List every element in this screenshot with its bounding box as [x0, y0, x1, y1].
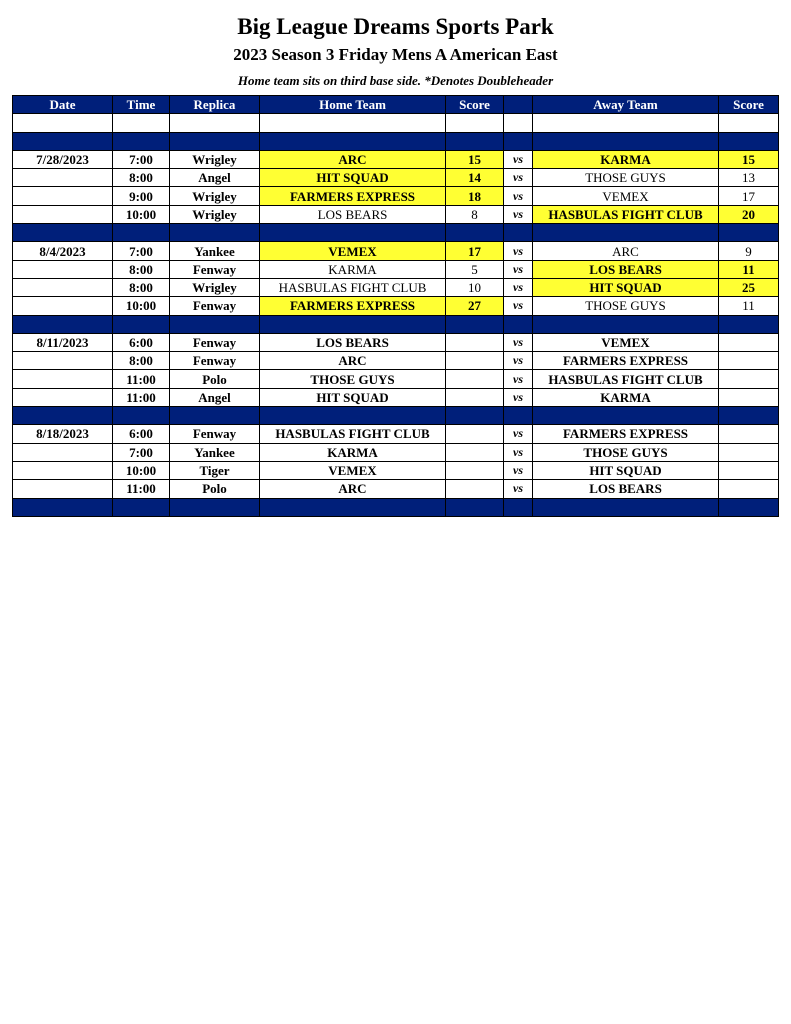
time-cell: 8:00	[113, 278, 170, 296]
away-team-cell: LOS BEARS	[533, 480, 719, 498]
empty-cell	[504, 498, 533, 516]
vs-cell: vs	[504, 278, 533, 296]
away-team-cell: HIT SQUAD	[533, 461, 719, 479]
away-score-cell	[719, 333, 779, 351]
date-cell	[13, 297, 113, 315]
empty-cell	[13, 224, 113, 242]
empty-cell	[260, 224, 446, 242]
away-team-cell: THOSE GUYS	[533, 443, 719, 461]
home-team-cell: FARMERS EXPRESS	[260, 297, 446, 315]
date-cell	[13, 187, 113, 205]
table-row	[13, 461, 779, 479]
replica-cell: Fenway	[170, 260, 260, 278]
vs-cell: vs	[504, 242, 533, 260]
column-header-away-team: Away Team	[533, 96, 719, 114]
home-score-cell: 15	[446, 150, 504, 168]
time-cell: 11:00	[113, 388, 170, 406]
replica-cell: Fenway	[170, 333, 260, 351]
vs-cell: vs	[504, 443, 533, 461]
home-score-cell: 8	[446, 205, 504, 223]
vs-cell: vs	[504, 150, 533, 168]
empty-cell	[13, 407, 113, 425]
away-score-cell: 9	[719, 242, 779, 260]
empty-cell	[719, 498, 779, 516]
away-team-cell: VEMEX	[533, 333, 719, 351]
empty-cell	[719, 114, 779, 132]
table-row	[13, 370, 779, 388]
empty-cell	[533, 407, 719, 425]
date-cell	[13, 205, 113, 223]
home-team-cell: HIT SQUAD	[260, 388, 446, 406]
table-row	[13, 333, 779, 351]
away-score-cell	[719, 461, 779, 479]
home-team-cell: ARC	[260, 352, 446, 370]
time-cell: 11:00	[113, 370, 170, 388]
home-team-cell: HIT SQUAD	[260, 169, 446, 187]
table-row	[13, 480, 779, 498]
schedule-body	[13, 114, 779, 517]
table-row	[13, 297, 779, 315]
replica-cell: Wrigley	[170, 150, 260, 168]
empty-cell	[719, 407, 779, 425]
vs-cell: vs	[504, 169, 533, 187]
date-cell: 8/18/2023	[13, 425, 113, 443]
table-header-row	[13, 96, 779, 114]
empty-cell	[719, 315, 779, 333]
home-score-cell	[446, 370, 504, 388]
empty-cell	[446, 407, 504, 425]
vs-cell: vs	[504, 388, 533, 406]
home-score-cell	[446, 480, 504, 498]
empty-cell	[113, 224, 170, 242]
home-score-cell	[446, 443, 504, 461]
away-score-cell: 11	[719, 297, 779, 315]
empty-cell	[170, 407, 260, 425]
replica-cell: Yankee	[170, 242, 260, 260]
away-team-cell: HIT SQUAD	[533, 278, 719, 296]
table-row	[13, 169, 779, 187]
home-score-cell: 10	[446, 278, 504, 296]
table-row	[13, 278, 779, 296]
home-team-cell: THOSE GUYS	[260, 370, 446, 388]
column-header-replica: Replica	[170, 96, 260, 114]
replica-cell: Fenway	[170, 425, 260, 443]
home-team-cell: KARMA	[260, 443, 446, 461]
date-cell: 8/11/2023	[13, 333, 113, 351]
time-cell: 6:00	[113, 425, 170, 443]
away-team-cell: HASBULAS FIGHT CLUB	[533, 370, 719, 388]
empty-cell	[13, 498, 113, 516]
replica-cell: Fenway	[170, 352, 260, 370]
replica-cell: Polo	[170, 480, 260, 498]
empty-cell	[533, 498, 719, 516]
away-team-cell: THOSE GUYS	[533, 297, 719, 315]
date-cell	[13, 461, 113, 479]
away-score-cell: 20	[719, 205, 779, 223]
vs-cell: vs	[504, 260, 533, 278]
empty-cell	[170, 498, 260, 516]
replica-cell: Yankee	[170, 443, 260, 461]
away-team-cell: LOS BEARS	[533, 260, 719, 278]
home-team-cell: HASBULAS FIGHT CLUB	[260, 425, 446, 443]
home-score-cell: 27	[446, 297, 504, 315]
away-team-cell: FARMERS EXPRESS	[533, 352, 719, 370]
time-cell: 8:00	[113, 169, 170, 187]
away-score-cell: 13	[719, 169, 779, 187]
empty-cell	[504, 114, 533, 132]
empty-cell	[113, 132, 170, 150]
empty-cell	[260, 315, 446, 333]
column-header-home-score: Score	[446, 96, 504, 114]
vs-cell: vs	[504, 370, 533, 388]
time-cell: 9:00	[113, 187, 170, 205]
vs-cell: vs	[504, 205, 533, 223]
empty-cell	[13, 114, 113, 132]
replica-cell: Angel	[170, 169, 260, 187]
table-row	[13, 150, 779, 168]
empty-cell	[260, 498, 446, 516]
home-team-cell: HASBULAS FIGHT CLUB	[260, 278, 446, 296]
time-cell: 10:00	[113, 461, 170, 479]
date-cell	[13, 370, 113, 388]
week-divider-row	[13, 407, 779, 425]
date-cell	[13, 443, 113, 461]
time-cell: 11:00	[113, 480, 170, 498]
column-header-away-score: Score	[719, 96, 779, 114]
time-cell: 7:00	[113, 150, 170, 168]
empty-cell	[719, 132, 779, 150]
time-cell: 10:00	[113, 205, 170, 223]
away-team-cell: ARC	[533, 242, 719, 260]
vs-cell: vs	[504, 352, 533, 370]
empty-cell	[113, 498, 170, 516]
date-cell	[13, 352, 113, 370]
empty-cell	[533, 315, 719, 333]
table-row	[13, 187, 779, 205]
date-cell	[13, 260, 113, 278]
column-header-time: Time	[113, 96, 170, 114]
home-score-cell: 5	[446, 260, 504, 278]
away-team-cell: THOSE GUYS	[533, 169, 719, 187]
replica-cell: Angel	[170, 388, 260, 406]
home-team-cell: VEMEX	[260, 242, 446, 260]
date-cell	[13, 480, 113, 498]
replica-cell: Wrigley	[170, 205, 260, 223]
table-row	[13, 388, 779, 406]
empty-cell	[446, 498, 504, 516]
away-score-cell	[719, 480, 779, 498]
away-team-cell: KARMA	[533, 150, 719, 168]
replica-cell: Tiger	[170, 461, 260, 479]
vs-cell: vs	[504, 461, 533, 479]
empty-cell	[446, 224, 504, 242]
vs-cell: vs	[504, 333, 533, 351]
date-cell	[13, 278, 113, 296]
home-score-cell: 14	[446, 169, 504, 187]
table-row	[13, 260, 779, 278]
date-cell: 7/28/2023	[13, 150, 113, 168]
schedule-note: Home team sits on third base side. *Denotes Doubleheader	[237, 73, 554, 88]
home-score-cell	[446, 388, 504, 406]
away-team-cell: HASBULAS FIGHT CLUB	[533, 205, 719, 223]
table-row	[13, 443, 779, 461]
away-team-cell: VEMEX	[533, 187, 719, 205]
date-cell	[13, 388, 113, 406]
table-row	[13, 205, 779, 223]
week-divider-row	[13, 132, 779, 150]
home-team-cell: LOS BEARS	[260, 333, 446, 351]
away-score-cell: 11	[719, 260, 779, 278]
empty-cell	[170, 224, 260, 242]
blank-row	[13, 114, 779, 132]
schedule-table	[12, 95, 779, 517]
empty-cell	[170, 132, 260, 150]
time-cell: 7:00	[113, 443, 170, 461]
home-team-cell: VEMEX	[260, 461, 446, 479]
home-team-cell: ARC	[260, 480, 446, 498]
empty-cell	[113, 114, 170, 132]
week-divider-row	[13, 224, 779, 242]
replica-cell: Polo	[170, 370, 260, 388]
empty-cell	[533, 114, 719, 132]
empty-cell	[504, 315, 533, 333]
away-score-cell	[719, 443, 779, 461]
time-cell: 7:00	[113, 242, 170, 260]
time-cell: 8:00	[113, 352, 170, 370]
date-cell	[13, 169, 113, 187]
replica-cell: Wrigley	[170, 187, 260, 205]
page-title: Big League Dreams Sports Park	[237, 14, 554, 39]
empty-cell	[170, 315, 260, 333]
empty-cell	[504, 407, 533, 425]
vs-cell: vs	[504, 297, 533, 315]
week-divider-row	[13, 315, 779, 333]
empty-cell	[113, 407, 170, 425]
home-score-cell	[446, 425, 504, 443]
away-score-cell	[719, 370, 779, 388]
empty-cell	[533, 132, 719, 150]
away-team-cell: FARMERS EXPRESS	[533, 425, 719, 443]
empty-cell	[504, 224, 533, 242]
away-score-cell: 25	[719, 278, 779, 296]
empty-cell	[504, 132, 533, 150]
vs-cell: vs	[504, 480, 533, 498]
empty-cell	[533, 224, 719, 242]
column-header-date: Date	[13, 96, 113, 114]
vs-cell: vs	[504, 187, 533, 205]
table-row	[13, 352, 779, 370]
replica-cell: Wrigley	[170, 278, 260, 296]
empty-cell	[170, 114, 260, 132]
home-team-cell: LOS BEARS	[260, 205, 446, 223]
date-cell: 8/4/2023	[13, 242, 113, 260]
empty-cell	[446, 132, 504, 150]
column-header-home-team: Home Team	[260, 96, 446, 114]
home-score-cell	[446, 461, 504, 479]
empty-cell	[260, 407, 446, 425]
empty-cell	[446, 315, 504, 333]
page-subtitle: 2023 Season 3 Friday Mens A American East	[233, 45, 558, 64]
away-team-cell: KARMA	[533, 388, 719, 406]
home-team-cell: KARMA	[260, 260, 446, 278]
table-row	[13, 242, 779, 260]
week-divider-row	[13, 498, 779, 516]
time-cell: 10:00	[113, 297, 170, 315]
time-cell: 6:00	[113, 333, 170, 351]
away-score-cell	[719, 388, 779, 406]
empty-cell	[13, 315, 113, 333]
home-team-cell: ARC	[260, 150, 446, 168]
home-score-cell: 17	[446, 242, 504, 260]
vs-cell: vs	[504, 425, 533, 443]
empty-cell	[113, 315, 170, 333]
column-header-vs	[504, 96, 533, 114]
home-score-cell: 18	[446, 187, 504, 205]
empty-cell	[719, 224, 779, 242]
away-score-cell	[719, 425, 779, 443]
home-score-cell	[446, 352, 504, 370]
home-team-cell: FARMERS EXPRESS	[260, 187, 446, 205]
empty-cell	[446, 114, 504, 132]
away-score-cell: 15	[719, 150, 779, 168]
time-cell: 8:00	[113, 260, 170, 278]
empty-cell	[260, 132, 446, 150]
empty-cell	[13, 132, 113, 150]
empty-cell	[260, 114, 446, 132]
replica-cell: Fenway	[170, 297, 260, 315]
away-score-cell	[719, 352, 779, 370]
home-score-cell	[446, 333, 504, 351]
away-score-cell: 17	[719, 187, 779, 205]
table-row	[13, 425, 779, 443]
